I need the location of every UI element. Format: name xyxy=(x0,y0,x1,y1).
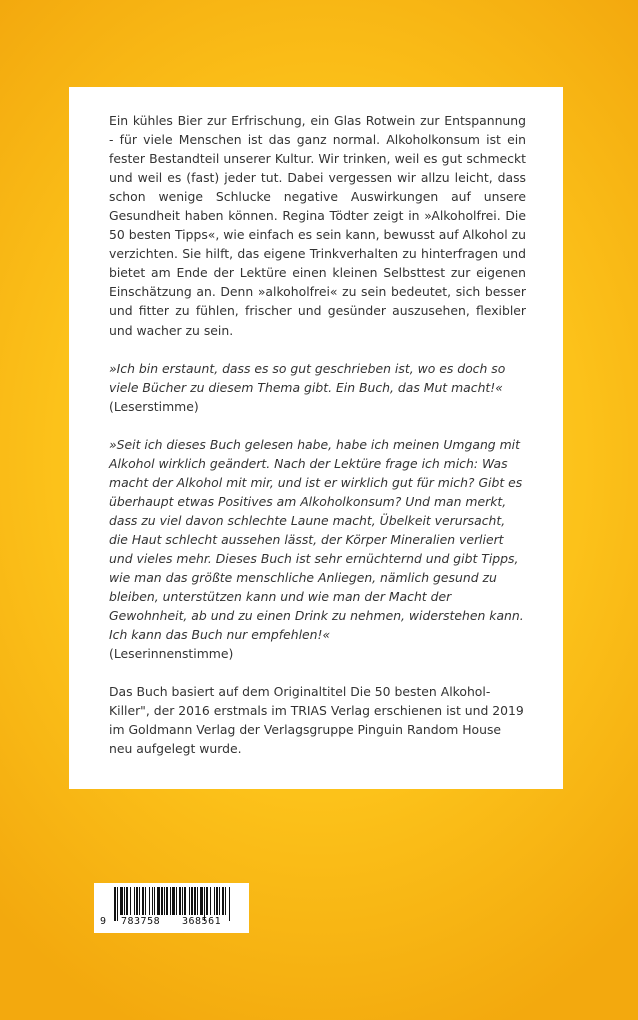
reader-quote-1: »Ich bin erstaunt, dass es so gut geschrieben ist, wo es doch so viele Bücher zu diesem Thema gibt. Ein Buch, das Mut macht!« xyxy=(109,360,506,395)
barcode-bar xyxy=(184,887,186,915)
spacer xyxy=(109,340,526,359)
reader-quote-1-source: (Leserstimme) xyxy=(109,398,199,414)
barcode-bar xyxy=(152,887,153,915)
barcode-bar xyxy=(145,887,146,915)
barcode-bar xyxy=(229,887,230,921)
barcode-first-digit: 9 xyxy=(100,916,107,927)
barcode-bar xyxy=(139,887,140,915)
barcode-bar xyxy=(200,887,203,915)
barcode-right-group: 368561 xyxy=(182,916,222,927)
barcode-bar xyxy=(136,887,138,915)
barcode-bar xyxy=(216,887,218,915)
barcode-bar xyxy=(120,887,123,915)
barcode-bar xyxy=(164,887,165,915)
barcode-bar xyxy=(176,887,177,915)
book-description: Ein kühles Bier zur Erfrischung, ein Glas Rotwein zur Entspannung - für viele Menschen ist das ganz normal. Alkoholkonsum ist ein fester Bestandteil unserer Kultur. Wir trinken, weil es gut schmeckt und weil es (fast) jeder tut. Dabei vergessen wir allzu leicht, dass schon wenige Schlucke negative Auswirkungen auf unsere Gesundheit haben können. Regina Tödter zeigt in »Alkoholfrei. Die 50 besten Tipps«, wie einfach es sein kann, bewusst auf Alkohol zu verzichten. Sie hilft, das eigene Trinkverhalten zu hinterfragen und bietet am Ende der Lektüre einen kleinen Selbsttest zur eigenen Einschätzung an. Denn »alkoholfrei« zu sein bedeutet, sich besser und fitter zu fühlen, frischer und gesünder auszusehen, flexibler und wacher zu sein. xyxy=(109,113,526,338)
barcode-bar xyxy=(117,887,118,921)
barcode-bar xyxy=(157,887,160,915)
barcode-bar xyxy=(194,887,196,915)
barcode-bar xyxy=(161,887,163,915)
barcode-bar xyxy=(179,887,181,915)
barcode-bar xyxy=(206,887,208,915)
barcode-bar xyxy=(219,887,220,915)
barcode-bar xyxy=(149,887,150,915)
barcode-bar xyxy=(225,887,226,915)
barcode-bar xyxy=(124,887,125,915)
barcode-bar xyxy=(172,887,175,915)
barcode-bar xyxy=(189,887,190,915)
barcode-bar xyxy=(170,887,171,915)
reader-quote-2: »Seit ich dieses Buch gelesen habe, habe ich meinen Umgang mit Alkohol wirklich geändert. Nach der Lektüre frage ich mich: Was macht der Alkohol mit mir, und ist er wirklich gut für mich? Gibt es überhaupt etwas Positives am Alkoholkonsum? Und man merkt, dass zu viel davon schlechte Laune macht, Übelkeit verursacht, die Haut schlecht aussehen lässt, der Körper Mineralien verliert und vieles mehr. Dieses Buch ist sehr ernüchternd und gibt Tipps, wie man das größte menschliche Anliegen, nämlich gesund zu bleiben, unterstützen kann und wie man der Macht der Gewohnheit, ab und zu einen Drink zu nehmen, widerstehen kann. Ich kann das Buch nur empfehlen!« xyxy=(109,436,524,643)
reader-quote-2-source: (Leserinnenstimme) xyxy=(109,646,234,662)
barcode-left-group: 783758 xyxy=(121,916,161,927)
barcode-bar xyxy=(142,887,144,915)
isbn-barcode xyxy=(94,883,249,933)
barcode-bar xyxy=(197,887,198,915)
barcode-bar xyxy=(191,887,193,915)
barcode-bar xyxy=(114,887,116,921)
barcode-bar xyxy=(182,887,183,915)
barcode-bar xyxy=(154,887,155,915)
barcode-bar xyxy=(166,887,168,915)
back-cover-text-panel xyxy=(69,87,563,789)
barcode-bar xyxy=(222,887,224,915)
barcode-bar xyxy=(130,887,131,915)
publication-note: Das Buch basiert auf dem Originaltitel Die 50 besten Alkohol-Killer", der 2016 erstmals im TRIAS Verlag erschienen ist und 2019 im Goldmann Verlag der Verlagsgruppe Pinguin Random House neu aufgelegt wurde. xyxy=(109,684,524,757)
barcode-bar xyxy=(210,887,211,915)
barcode-bar xyxy=(214,887,215,915)
barcode-bar xyxy=(134,887,135,915)
barcode-bar xyxy=(126,887,128,915)
